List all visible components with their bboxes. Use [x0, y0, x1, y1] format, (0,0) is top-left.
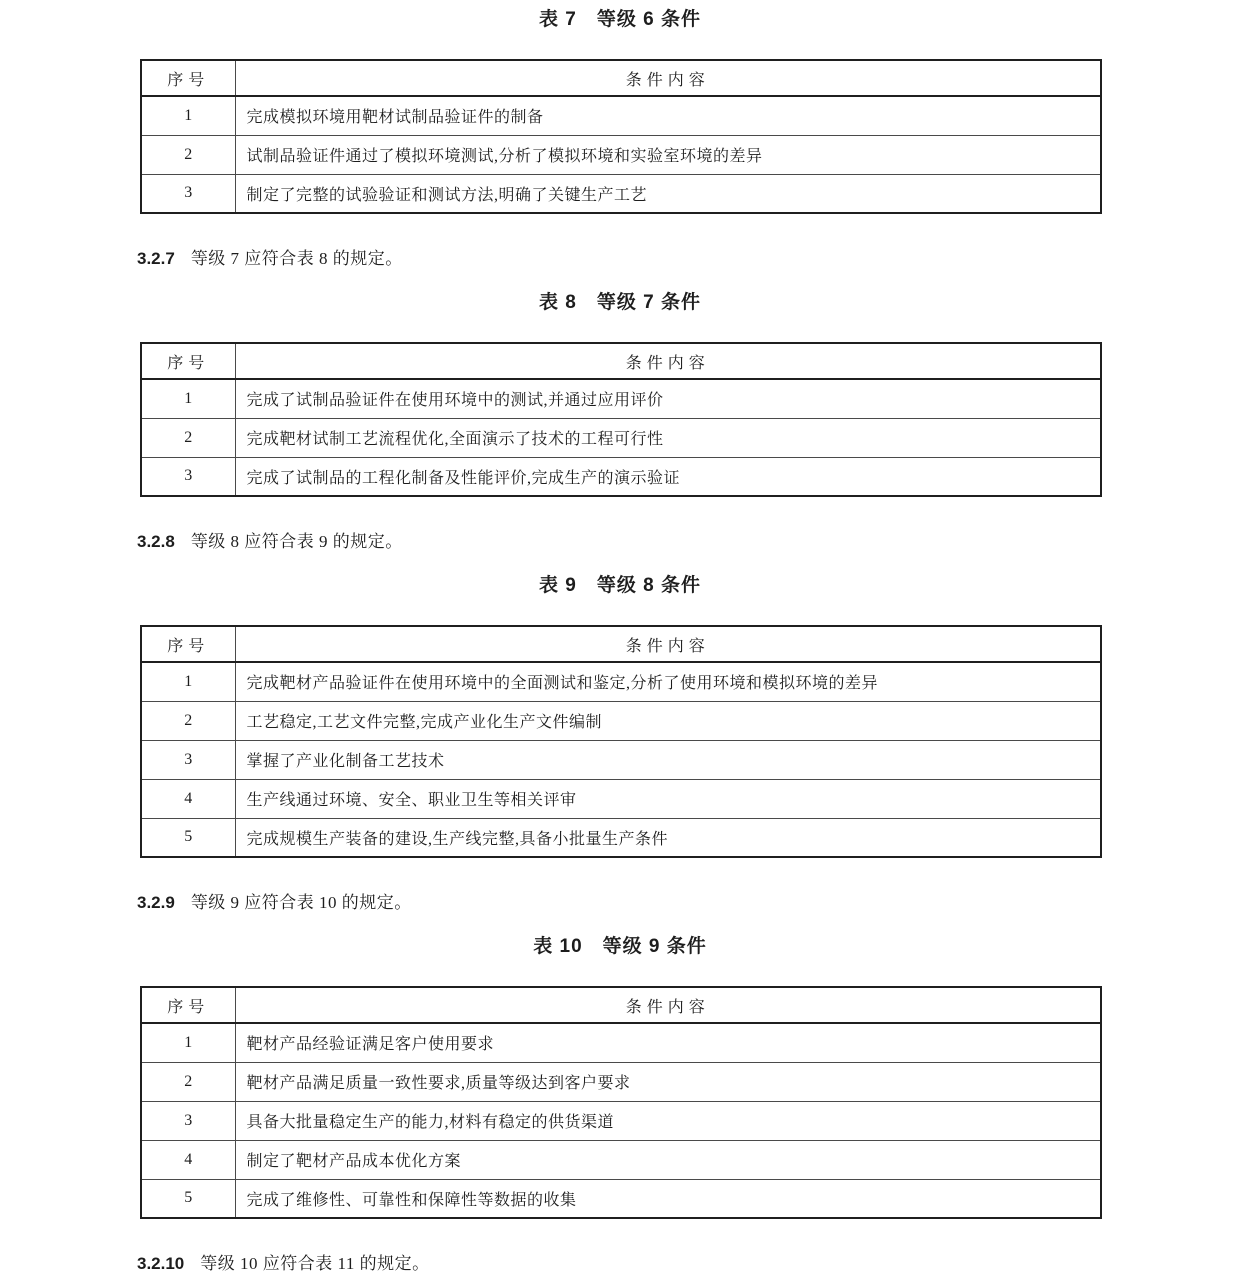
row-content-cell: 制定了靶材产品成本优化方案 [235, 1140, 1101, 1179]
table-header-row [141, 626, 1101, 662]
row-index-cell: 2 [141, 418, 235, 457]
conditions-table-7 [140, 59, 1102, 214]
row-index-cell: 1 [141, 662, 235, 701]
table-row [141, 457, 1101, 496]
row-content-cell: 完成规模生产装备的建设,生产线完整,具备小批量生产条件 [235, 818, 1101, 857]
row-content-cell: 掌握了产业化制备工艺技术 [235, 740, 1101, 779]
clause-number: 3.2.9 [137, 893, 175, 912]
table-row [141, 418, 1101, 457]
clause-3-2-7 [137, 248, 1240, 269]
row-content-cell: 靶材产品经验证满足客户使用要求 [235, 1023, 1101, 1062]
row-content-cell: 完成靶材试制工艺流程优化,全面演示了技术的工程可行性 [235, 418, 1101, 457]
table-10-caption [0, 935, 1240, 959]
table-row [141, 1062, 1101, 1101]
clause-3-2-9 [137, 892, 1240, 913]
table-row [141, 740, 1101, 779]
row-index-cell: 2 [141, 135, 235, 174]
row-index-cell: 2 [141, 1062, 235, 1101]
row-index-cell: 5 [141, 818, 235, 857]
row-content-cell: 完成模拟环境用靶材试制品验证件的制备 [235, 96, 1101, 135]
column-header-index: 序号 [141, 987, 235, 1023]
row-index-cell: 5 [141, 1179, 235, 1218]
row-content-cell: 完成了试制品验证件在使用环境中的测试,并通过应用评价 [235, 379, 1101, 418]
conditions-table-8 [140, 342, 1102, 497]
column-header-index: 序号 [141, 626, 235, 662]
table-row [141, 135, 1101, 174]
row-index-cell: 3 [141, 174, 235, 213]
column-header-content: 条件内容 [235, 60, 1101, 96]
table-10-caption-label: 表 10 [533, 936, 583, 957]
table-8-caption-label: 表 8 [539, 292, 577, 313]
table-row [141, 818, 1101, 857]
row-index-cell: 4 [141, 779, 235, 818]
table-9-caption-title: 等级 8 条件 [596, 575, 701, 596]
clause-3-2-10 [137, 1253, 1240, 1274]
row-content-cell: 具备大批量稳定生产的能力,材料有稳定的供货渠道 [235, 1101, 1101, 1140]
clause-number: 3.2.10 [137, 1254, 185, 1273]
clause-text: 等级 9 应符合表 10 的规定。 [190, 893, 412, 912]
row-index-cell: 3 [141, 1101, 235, 1140]
clause-3-2-8 [137, 531, 1240, 552]
table-row [141, 701, 1101, 740]
clause-text: 等级 8 应符合表 9 的规定。 [190, 532, 403, 551]
row-content-cell: 生产线通过环境、安全、职业卫生等相关评审 [235, 779, 1101, 818]
table-row [141, 379, 1101, 418]
table-header-row [141, 60, 1101, 96]
row-content-cell: 工艺稳定,工艺文件完整,完成产业化生产文件编制 [235, 701, 1101, 740]
table-row [141, 779, 1101, 818]
row-content-cell: 完成靶材产品验证件在使用环境中的全面测试和鉴定,分析了使用环境和模拟环境的差异 [235, 662, 1101, 701]
table-8-caption-title: 等级 7 条件 [596, 292, 701, 313]
row-content-cell: 靶材产品满足质量一致性要求,质量等级达到客户要求 [235, 1062, 1101, 1101]
row-index-cell: 4 [141, 1140, 235, 1179]
row-content-cell: 制定了完整的试验验证和测试方法,明确了关键生产工艺 [235, 174, 1101, 213]
row-index-cell: 2 [141, 701, 235, 740]
table-10-caption-title: 等级 9 条件 [602, 936, 707, 957]
conditions-table-10 [140, 986, 1102, 1219]
table-row [141, 174, 1101, 213]
table-header-row [141, 987, 1101, 1023]
conditions-table-9 [140, 625, 1102, 858]
table-row [141, 1179, 1101, 1218]
table-9-caption [0, 574, 1240, 598]
row-content-cell: 完成了试制品的工程化制备及性能评价,完成生产的演示验证 [235, 457, 1101, 496]
column-header-content: 条件内容 [235, 343, 1101, 379]
table-row [141, 1140, 1101, 1179]
table-7-caption [0, 8, 1240, 32]
table-header-row [141, 343, 1101, 379]
table-8-caption [0, 291, 1240, 315]
row-index-cell: 3 [141, 740, 235, 779]
row-index-cell: 1 [141, 379, 235, 418]
clause-number: 3.2.8 [137, 532, 175, 551]
row-index-cell: 3 [141, 457, 235, 496]
row-index-cell: 1 [141, 96, 235, 135]
clause-number: 3.2.7 [137, 249, 175, 268]
table-row [141, 1023, 1101, 1062]
table-row [141, 96, 1101, 135]
row-index-cell: 1 [141, 1023, 235, 1062]
clause-text: 等级 10 应符合表 11 的规定。 [200, 1254, 430, 1273]
row-content-cell: 完成了维修性、可靠性和保障性等数据的收集 [235, 1179, 1101, 1218]
table-row [141, 662, 1101, 701]
column-header-content: 条件内容 [235, 987, 1101, 1023]
column-header-index: 序号 [141, 60, 235, 96]
column-header-index: 序号 [141, 343, 235, 379]
row-content-cell: 试制品验证件通过了模拟环境测试,分析了模拟环境和实验室环境的差异 [235, 135, 1101, 174]
column-header-content: 条件内容 [235, 626, 1101, 662]
clause-text: 等级 7 应符合表 8 的规定。 [190, 249, 403, 268]
table-row [141, 1101, 1101, 1140]
table-7-caption-title: 等级 6 条件 [596, 9, 701, 30]
table-7-caption-label: 表 7 [539, 9, 577, 30]
table-9-caption-label: 表 9 [539, 575, 577, 596]
